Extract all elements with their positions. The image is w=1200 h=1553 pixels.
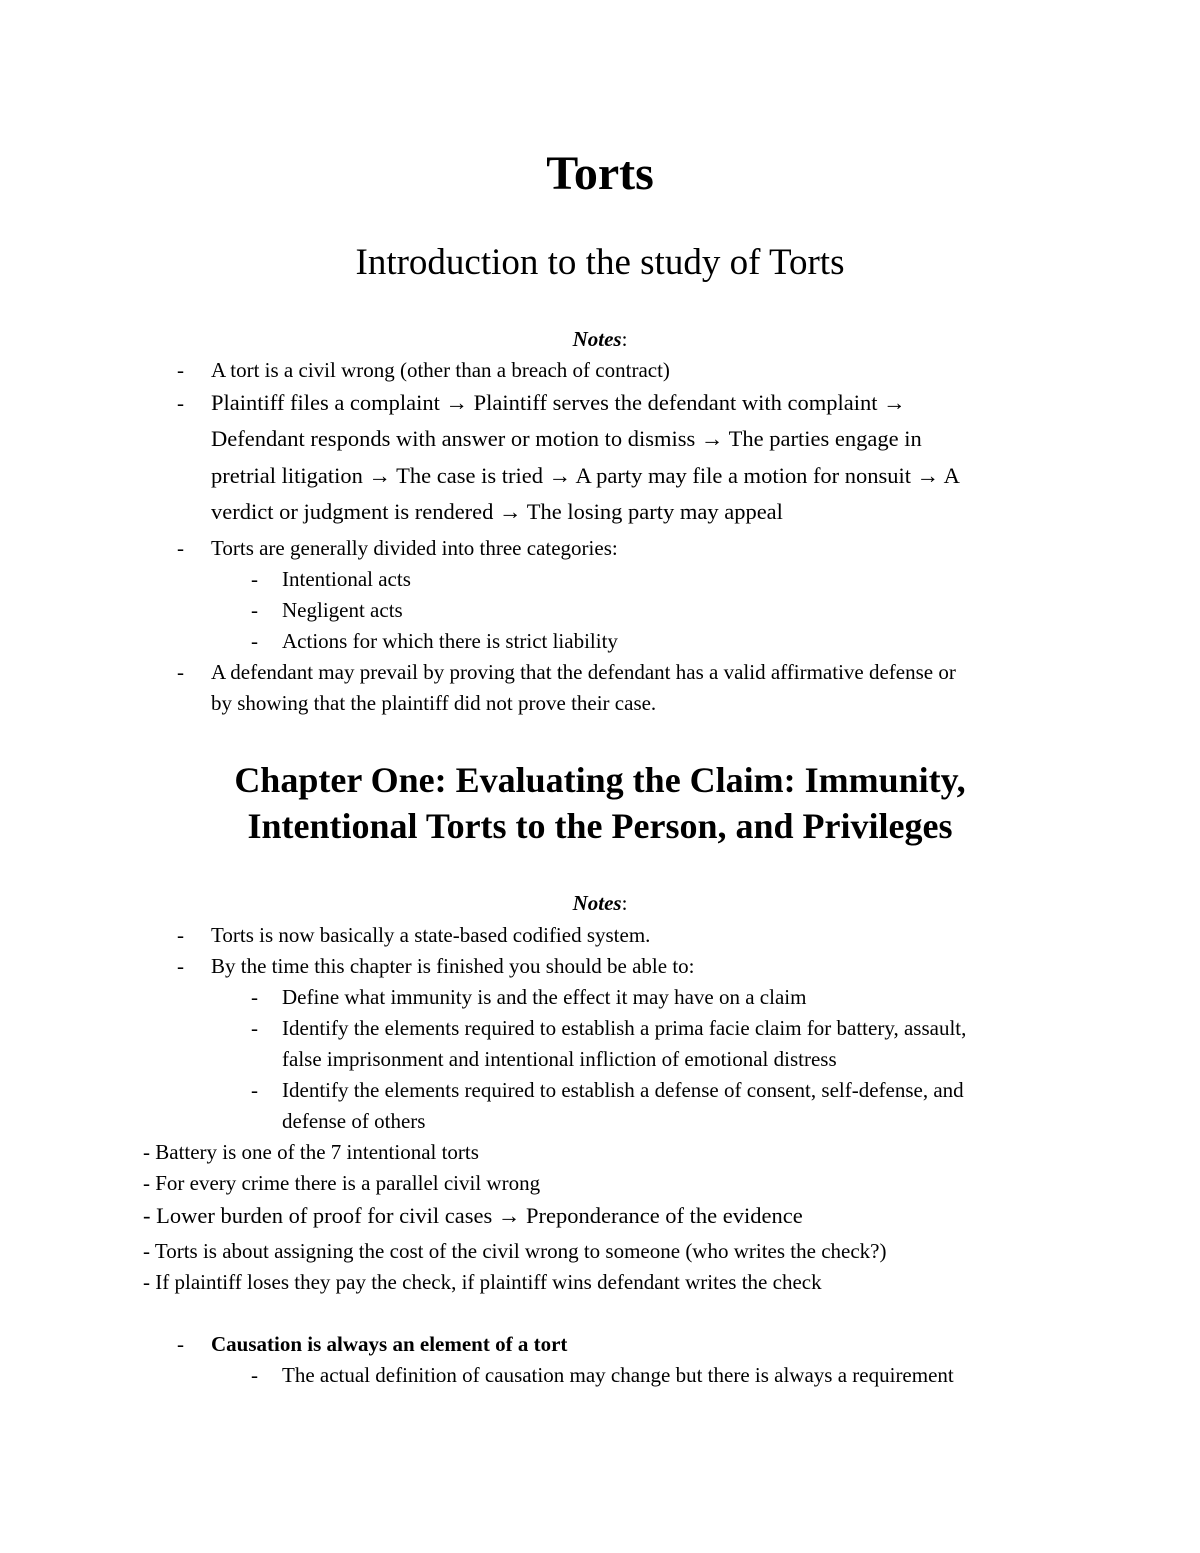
bullet-dash: - [177, 954, 184, 978]
inline-dash-note: - For every crime there is a parallel civil wrong [143, 1171, 541, 1195]
bullet-dash: - [177, 391, 184, 415]
sub-bullet-dash: - [251, 1363, 258, 1387]
sub-bullet-dash: - [251, 985, 258, 1009]
bullet-dash: - [177, 536, 184, 560]
sub-bullet-text: Identify the elements required to establish a prima facie claim for battery, assault, [282, 1016, 967, 1040]
inline-dash-note: - If plaintiff loses they pay the check, if plaintiff wins defendant writes the check [143, 1270, 822, 1294]
chapter-heading-line: Intentional Torts to the Person, and Privileges [247, 806, 953, 846]
sub-bullet-text: Negligent acts [282, 598, 403, 622]
document-subtitle: Introduction to the study of Torts [355, 242, 845, 283]
bullet-text-cont: pretrial litigation → The case is tried → A party may file a motion for nonsuit → A [211, 463, 960, 488]
notes-label-colon: : [621, 327, 628, 351]
chapter-heading [0, 757, 1200, 849]
inline-dash-note: - Torts is about assigning the cost of the civil wrong to someone (who writes the check?) [143, 1239, 887, 1263]
bullet-dash: - [177, 358, 184, 382]
inline-dash-note: - Battery is one of the 7 intentional torts [143, 1140, 479, 1164]
bullet-dash: - [177, 923, 184, 947]
sub-bullet-text: Define what immunity is and the effect it may have on a claim [282, 985, 807, 1009]
bullet-text: Torts is now basically a state-based codified system. [211, 923, 651, 947]
notes-label [0, 325, 1200, 353]
bullet-text: Torts are generally divided into three categories: [211, 536, 618, 560]
notes-label-colon: : [621, 891, 628, 915]
bullet-text: A tort is a civil wrong (other than a breach of contract) [211, 358, 670, 382]
sub-bullet-text-cont: defense of others [282, 1109, 426, 1133]
sub-bullet-dash: - [251, 1016, 258, 1040]
sub-bullet-dash: - [251, 567, 258, 591]
document-title: Torts [546, 147, 654, 200]
chapter-heading-line: Chapter One: Evaluating the Claim: Immunity, [234, 760, 966, 800]
sub-bullet-text-cont: false imprisonment and intentional infliction of emotional distress [282, 1047, 837, 1071]
bullet-dash: - [177, 660, 184, 684]
sub-bullet-dash: - [251, 1078, 258, 1102]
sub-bullet-dash: - [251, 598, 258, 622]
bullet-text-bold: Causation is always an element of a tort [211, 1332, 568, 1356]
notes-label-text: Notes [572, 891, 622, 915]
bullet-text: Plaintiff files a complaint → Plaintiff serves the defendant with complaint → [211, 390, 906, 415]
bullet-text: A defendant may prevail by proving that the defendant has a valid affirmative defense or [211, 660, 956, 684]
bullet-text: By the time this chapter is finished you should be able to: [211, 954, 695, 978]
bullet-text-cont: Defendant responds with answer or motion to dismiss → The parties engage in [211, 426, 922, 451]
sub-bullet-text: The actual definition of causation may change but there is always a requirement [282, 1363, 954, 1387]
notes-label [0, 889, 1200, 917]
sub-bullet-text: Actions for which there is strict liability [282, 629, 618, 653]
sub-bullet-dash: - [251, 629, 258, 653]
sub-bullet-text: Intentional acts [282, 567, 411, 591]
bullet-text-cont: verdict or judgment is rendered → The losing party may appeal [211, 499, 783, 524]
bullet-text-cont: by showing that the plaintiff did not prove their case. [211, 691, 657, 715]
notes-label-text: Notes [572, 327, 622, 351]
sub-bullet-text: Identify the elements required to establish a defense of consent, self-defense, and [282, 1078, 964, 1102]
inline-dash-note: - Lower burden of proof for civil cases → Preponderance of the evidence [143, 1203, 803, 1228]
bullet-dash: - [177, 1332, 184, 1356]
